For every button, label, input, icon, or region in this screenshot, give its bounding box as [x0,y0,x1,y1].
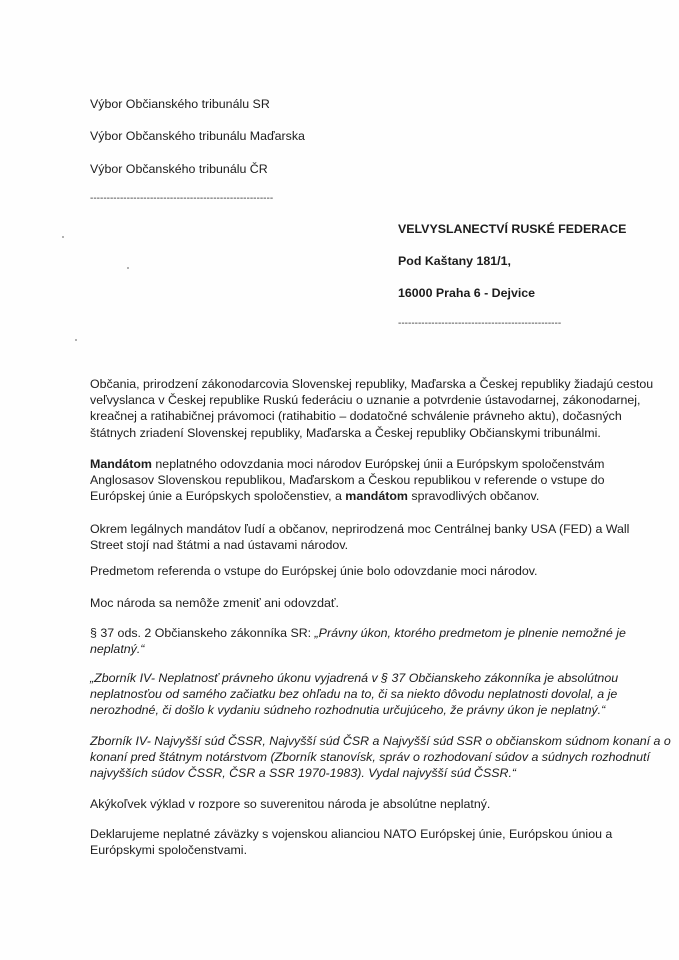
text-span: spravodlivých občanov. [407,489,540,504]
text-line: neplatný.“ [90,642,145,657]
paragraph-referendum [90,563,610,579]
paragraph-zbornik-1 [90,670,619,719]
text-line: Moc národa sa nemôže zmeniť ani odovzdať. [90,596,339,610]
paragraph-request [90,376,654,441]
text-span: Európskej únie a Európskych spoločenstiev, a [90,489,346,504]
recipient-street: Pod Kaštany 181/1, [398,254,511,268]
text-line: Street stojí nad štátmi a nad ústavami národov. [90,538,349,553]
paragraph-fed [90,521,630,553]
sender-line-2: Výbor Občanského tribunálu Maďarska [90,129,305,143]
sender-divider: ------------------------------------------------------- [90,193,274,204]
text-line: nerozhodné, či došlo k vydaniu súdneho rozhodnutia určujúceho, že právny úkon je neplatný.“ [90,703,606,718]
scan-speck [75,339,77,341]
text-line: „Zborník IV- Neplatnosť právneho úkonu vyjadrená v § 37 Občianskeho zákonníka je absolútnou [90,671,619,685]
text-line: Akýkoľvek výklad v rozpore so suverenitou národa je absolútne neplatný. [90,797,491,811]
paragraph-civil-code [90,625,626,657]
text-line: Anglosasov Slovenskou republikou, Maďarskom a Českou republikou v referende o vstupe do [90,473,605,488]
text-line: štátnych zriadení Slovenskej republiky, Maďarska a Českej republiky Občianskymi tribunálmi. [90,425,601,440]
text-line: veľvyslanca v Českej republike Ruskú federáciu o uznanie a potvrdenie ústavodarnej, zákonodarnej, [90,393,641,408]
text-span: § 37 ods. 2 Občianskeho zákonníka SR: [90,626,315,640]
scan-speck [127,267,129,269]
sender-line-1: Výbor Občianského tribunálu SR [90,97,270,111]
text-line [90,456,610,472]
text-line: Okrem legálnych mandátov ľudí a občanov, neprirodzená moc Centrálnej banky USA (FED) a Wall [90,522,630,536]
bold-term: Mandátom [90,457,152,471]
recipient-city: 16000 Praha 6 - Dejvice [398,286,536,300]
text-line [90,488,610,504]
quote-text: „Právny úkon, ktorého predmetom je plnenie nemožné je [314,626,626,640]
text-line: Občania, prirodzení zákonodarcovia Slovenskej republiky, Maďarska a Českej republiky žiadajú cestou [90,377,654,391]
text-line: Európskymi spoločenstvami. [90,843,248,858]
text-line: konaní pred štátnym notárstvom (Zborník stanovísk, správ o rozhodovaní súdov a súdnych rozhodnutí [90,750,650,765]
paragraph-sovereignty [90,796,610,812]
bold-term: mandátom [345,489,408,504]
text-line: neplatnosťou od samého začiatku bez ohľadu na to, či sa niekto dôvodu neplatnosti dovolal, a je [90,687,618,702]
text-line [90,625,626,641]
text-line: najvyšších súdov ČSSR, ČSR a SSR 1970-1983). Vydal najvyšší súd ČSSR.“ [90,766,517,781]
text-line: Zborník IV- Najvyšší súd ČSSR, Najvyšší súd ČSR a Najvyšší súd SSR o občianskom súdnom konaní a o [90,734,671,748]
paragraph-nato [90,826,613,858]
text-line: Predmetom referenda o vstupe do Európskej únie bolo odovzdanie moci národov. [90,564,538,578]
text-line: kreačnej a ratihabičnej právomoci (ratihabitio – dodatočné schválenie právneho aktu), dočasných [90,409,622,424]
paragraph-zbornik-2 [90,733,671,782]
scan-speck [62,236,64,238]
paragraph-mandate [90,456,610,505]
sender-line-3: Výbor Občanského tribunálu ČR [90,162,268,176]
recipient-divider: ------------------------------------------------- [398,318,562,329]
recipient-name: VELVYSLANECTVÍ RUSKÉ FEDERACE [398,222,627,236]
paragraph-power [90,595,610,611]
text-line: Deklarujeme neplatné záväzky s vojenskou alianciou NATO Európskej únie, Európskou úniou a [90,827,613,841]
text-span: neplatného odovzdania moci národov Európskej únii a Európskym spoločenstvám [151,457,605,471]
